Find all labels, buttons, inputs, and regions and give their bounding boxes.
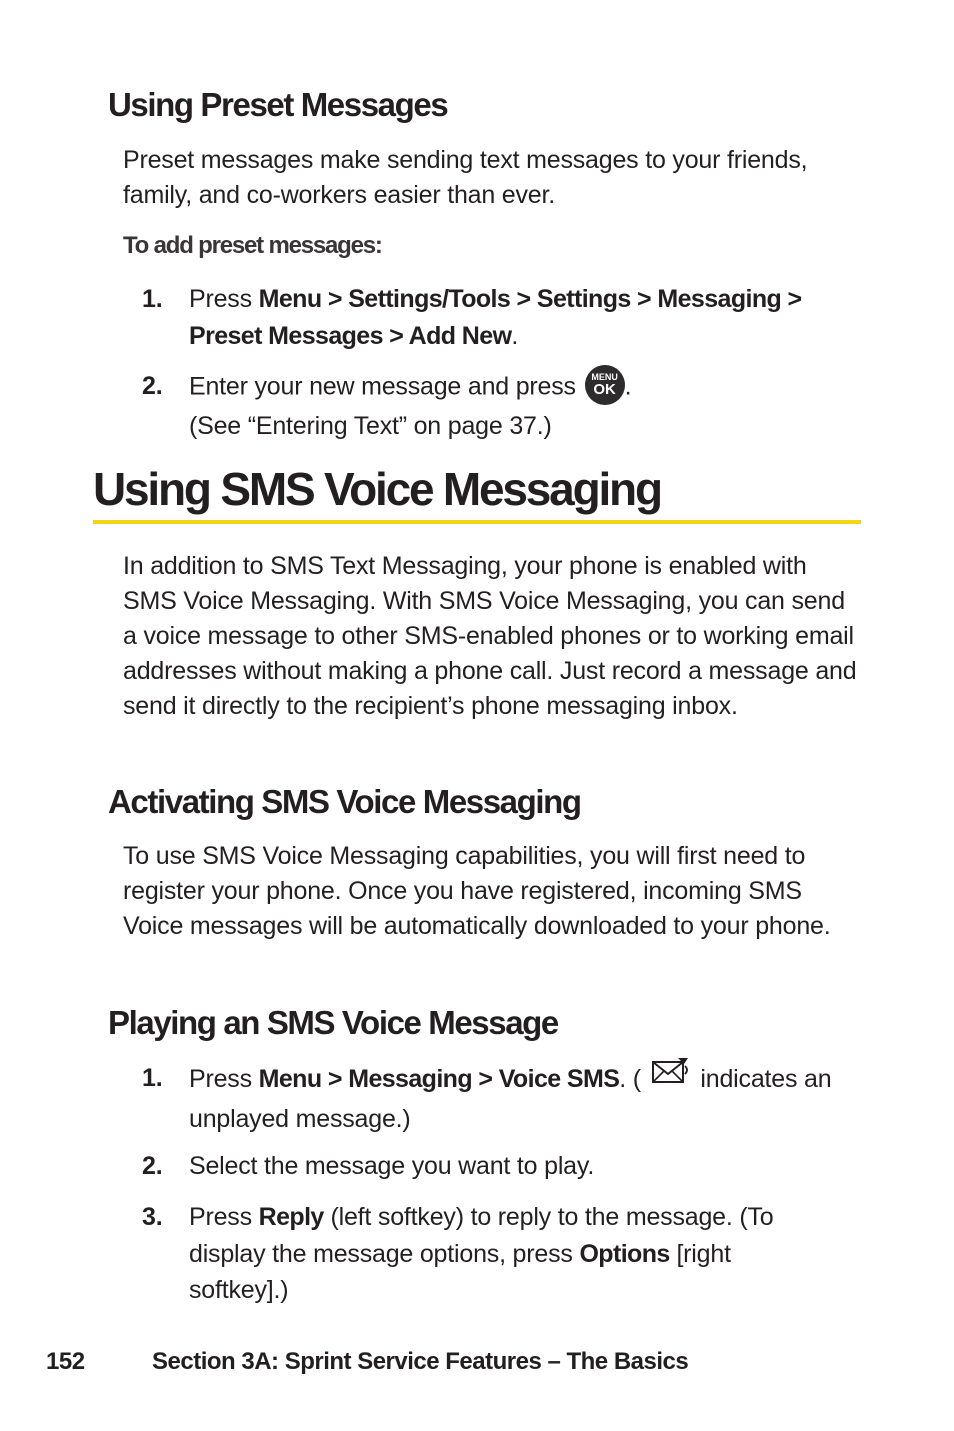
playing-heading: Playing an SMS Voice Message <box>108 1004 558 1041</box>
preset-messages-lead: To add preset messages: <box>123 232 382 259</box>
see-reference: (See “Entering Text” on page 37.) <box>189 412 552 440</box>
step-period: . <box>624 372 632 401</box>
step-mid-text: (left softkey) to reply to the message. (To display the message options, press <box>189 1203 774 1268</box>
step-press-text: Press <box>189 285 252 313</box>
preset-step-2 <box>142 368 862 448</box>
activating-heading: Activating SMS Voice Messaging <box>108 783 581 820</box>
playing-step-2 <box>142 1148 862 1188</box>
section-footer: Section 3A: Sprint Service Features – The Basics <box>152 1348 689 1375</box>
step-end-text: [right softkey].) <box>189 1239 731 1304</box>
unplayed-voice-message-icon <box>652 1056 690 1097</box>
menu-ok-button-icon: MENU OK <box>585 365 625 405</box>
step-text: Enter your new message and press <box>189 372 576 401</box>
step-text: Select the message you want to play. <box>189 1152 595 1180</box>
preset-step-1 <box>142 281 862 361</box>
step-rest-text: indicates an unplayed message.) <box>189 1064 832 1133</box>
sms-voice-intro: In addition to SMS Text Messaging, your phone is enabled with SMS Voice Messaging. With SMS Voice Messaging, you can send a voice message to other SMS-enabled phones or to working email addresses without making a phone call. Just record a message and send it directly to the recipient’s phone messaging inbox. <box>123 552 857 720</box>
options-softkey-label: Options <box>579 1239 670 1268</box>
step-number: 2. <box>142 1152 163 1180</box>
activating-body: To use SMS Voice Messaging capabilities, you will first need to register your phone. Once you have registered, incoming SMS Voice messages will be automatically downloaded to your phone. <box>123 842 831 940</box>
step-press-text: Press <box>189 1064 252 1093</box>
menu-path: Menu > Messaging > Voice SMS <box>258 1064 620 1093</box>
menu-path: Menu > Settings/Tools > Settings > Messaging > Preset Messages > Add New <box>189 285 802 350</box>
sms-voice-title: Using SMS Voice Messaging <box>93 463 661 515</box>
preset-messages-intro: Preset messages make sending text messages to your friends, family, and co-workers easier than ever. <box>123 146 808 209</box>
preset-messages-heading: Using Preset Messages <box>108 86 448 123</box>
step-number: 3. <box>142 1203 163 1231</box>
playing-step-3 <box>142 1199 862 1314</box>
reply-softkey-label: Reply <box>258 1203 324 1231</box>
page-number: 152 <box>46 1348 85 1375</box>
playing-step-1 <box>142 1060 862 1140</box>
step-press-text: Press <box>189 1203 252 1231</box>
title-underline-rule <box>93 520 861 524</box>
step-paren: . ( <box>619 1064 641 1093</box>
step-number: 1. <box>142 285 163 313</box>
step-number: 2. <box>142 372 163 400</box>
step-period: . <box>511 321 519 350</box>
step-number: 1. <box>142 1064 163 1092</box>
